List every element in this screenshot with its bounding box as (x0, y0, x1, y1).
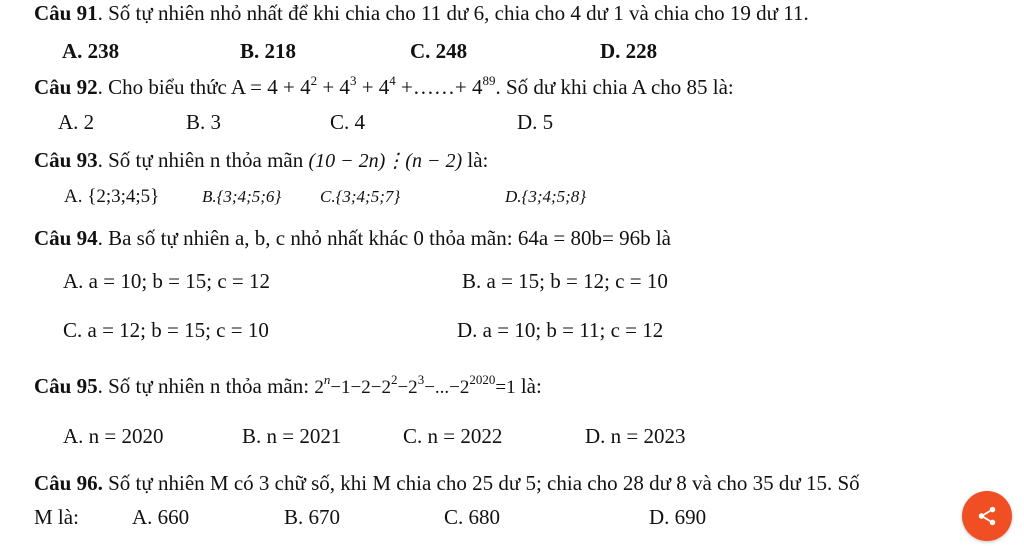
option-a: A. 660 (132, 505, 190, 529)
expr-part: −...−2 (424, 377, 470, 398)
question-text: . Số tự nhiên nhỏ nhất để khi chia cho 11 dư 6, chia cho 4 dư 1 và chia cho 19 dư 11. (97, 1, 809, 25)
question-text-after: là: (462, 148, 489, 172)
option-d: D. 690 (649, 505, 707, 529)
expr-part: 2 (314, 377, 324, 398)
exponent: 2020 (469, 372, 496, 387)
question-text: . Cho biểu thức A = 4 + 4 (97, 75, 311, 99)
question-text-after: là: (515, 374, 542, 398)
option-c: C.{3;4;5;7} (320, 187, 401, 206)
question-96 (34, 470, 860, 496)
exponent: 89 (482, 73, 496, 88)
expr-part: −2 (397, 377, 418, 398)
exponent: 4 (389, 73, 396, 88)
option-c: C. 248 (410, 39, 468, 63)
question-label: Câu 96. (34, 471, 103, 495)
question-94 (34, 225, 671, 251)
question-91 (34, 0, 809, 26)
exponent: 2 (310, 73, 318, 88)
option-b: B.{3;4;5;6} (202, 187, 282, 206)
option-d: D. 5 (517, 110, 554, 134)
exponent: 2 (390, 372, 398, 387)
question-92 (34, 74, 734, 100)
exponent: 3 (417, 372, 425, 387)
math-expression: (10 − 2n)⋮(n − 2) (308, 150, 463, 172)
expr-part: +……+ 4 (395, 75, 483, 99)
share-icon (976, 505, 998, 527)
option-c: C. 680 (444, 505, 501, 529)
option-b: B. 670 (284, 505, 341, 529)
question-text: Số tự nhiên M có 3 chữ số, khi M chia cho 25 dư 5; chia cho 28 dư 8 và cho 35 dư 15. Số (102, 471, 860, 495)
question-96-line2: M là: (34, 505, 79, 529)
question-95 (34, 373, 542, 401)
question-label: Câu 91 (34, 1, 98, 25)
question-text: . Số tự nhiên n thỏa mãn: (97, 374, 310, 398)
option-d: D. n = 2023 (585, 424, 686, 448)
question-text-after: . Số dư khi chia A cho 85 là: (495, 75, 734, 99)
expr-part: + 4 (317, 75, 350, 99)
option-d: D. 228 (600, 39, 658, 63)
exponent: n (323, 372, 331, 387)
option-b: B. n = 2021 (242, 424, 342, 448)
option-b: B. 3 (186, 110, 222, 134)
question-93 (34, 147, 488, 174)
question-text: . Ba số tự nhiên a, b, c nhỏ nhất khác 0 thỏa mãn: 64a = 80b= 96b là (97, 226, 671, 250)
expr-part: =1 (495, 377, 516, 398)
share-button[interactable] (962, 491, 1012, 541)
option-a: A. {2;3;4;5} (64, 186, 160, 207)
question-label: Câu 92 (34, 75, 98, 99)
option-c: C. a = 12; b = 15; c = 10 (63, 318, 269, 342)
expr-part: + 4 (356, 75, 390, 99)
option-a: A. n = 2020 (63, 424, 164, 448)
option-a: A. 238 (62, 39, 120, 63)
option-a: A. 2 (58, 110, 95, 134)
option-d: D.{3;4;5;8} (505, 187, 587, 206)
option-d: D. a = 10; b = 11; c = 12 (457, 318, 664, 342)
option-c: C. n = 2022 (403, 424, 503, 448)
question-label: Câu 93 (34, 148, 98, 172)
expr-part: −1−2−2 (330, 377, 391, 398)
option-a: A. a = 10; b = 15; c = 12 (63, 269, 271, 293)
question-label: Câu 95 (34, 374, 98, 398)
option-c: C. 4 (330, 110, 366, 134)
question-text: . Số tự nhiên n thỏa mãn (97, 148, 304, 172)
exponent: 3 (349, 73, 357, 88)
math-expression (314, 372, 516, 398)
option-b: B. a = 15; b = 12; c = 10 (462, 269, 668, 293)
question-label: Câu 94 (34, 226, 98, 250)
option-b: B. 218 (240, 39, 297, 63)
